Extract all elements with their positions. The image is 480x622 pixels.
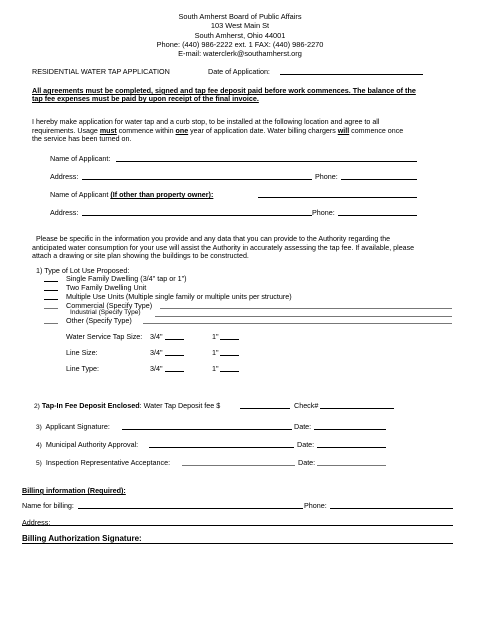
municipal-date-label: Date:: [297, 440, 315, 449]
inspection-date-label: Date:: [298, 458, 316, 467]
intro-one: one: [175, 126, 189, 135]
line-type-one-inch: 1": [212, 364, 219, 373]
tap-size-three-quarter: 3/4": [150, 332, 163, 341]
notice-part-1: All agreements must be completed, signed and tap fee deposit paid before work commences.: [32, 86, 351, 95]
municipal-number: 4): [36, 442, 42, 449]
lot-use-option: Other (Specify Type): [66, 316, 132, 325]
municipal-date-field[interactable]: [317, 447, 386, 448]
applicant-address-label: Address:: [50, 172, 79, 181]
deposit-fee-label: : Water Tap Deposit fee $: [139, 401, 221, 410]
owner-applicant-field[interactable]: [258, 197, 417, 198]
lot-use-checkbox[interactable]: [44, 308, 58, 309]
deposit-label: Tap-In Fee Deposit Enclosed: [41, 401, 140, 410]
applicant-address-field[interactable]: [82, 179, 312, 180]
applicant-name-field[interactable]: [116, 161, 417, 162]
date-of-application-label: Date of Application:: [208, 67, 270, 76]
letterhead: [0, 12, 480, 58]
applicant-name-label: Name of Applicant:: [50, 154, 111, 163]
intro-text: commence once: [349, 126, 404, 135]
applicant-signature-row: [36, 422, 110, 432]
line-size-label: Line Size:: [66, 348, 98, 357]
check-number-field[interactable]: [320, 408, 394, 409]
lot-use-option: Industrial (Specify Type): [70, 309, 141, 316]
inspection-date-field[interactable]: [317, 465, 386, 466]
line-type-three-quarter: 3/4": [150, 364, 163, 373]
intro-text: year of application date. Water billing chargers: [188, 126, 338, 135]
date-of-application-field[interactable]: [280, 74, 423, 75]
owner-address-label: Address:: [50, 208, 79, 217]
billing-phone-field[interactable]: [330, 508, 453, 509]
applicant-phone-label: Phone:: [315, 172, 338, 181]
instructions-line-1: Please be specific in the information you provide and any data that you can provide to the Authority regarding the: [36, 235, 391, 243]
org-city: South Amherst, Ohio 44001: [194, 30, 286, 40]
owner-applicant-label: [50, 190, 213, 199]
signature-number: 3): [36, 424, 42, 431]
intro-line-1: I hereby make application for water tap and a curb stop, to be installed at the following location and agree to all: [32, 118, 380, 126]
intro-must: must: [99, 126, 117, 135]
lot-use-checkbox[interactable]: [44, 290, 58, 291]
intro-line-3: the service has been turned on.: [32, 135, 132, 144]
instructions-paragraph: [32, 235, 462, 261]
deposit-number: 2): [34, 403, 40, 410]
inspection-acceptance-label: Inspection Representative Acceptance:: [45, 458, 171, 467]
lot-use-option: Commercial (Specify Type): [66, 301, 153, 310]
line-type-label: Line Type:: [66, 364, 100, 373]
inspection-number: 5): [36, 460, 42, 467]
intro-paragraph: [32, 118, 462, 144]
line-type-three-quarter-field[interactable]: [165, 371, 184, 372]
signature-date-label: Date:: [294, 422, 312, 431]
intro-will: will: [337, 126, 350, 135]
check-number-label: Check#: [294, 401, 319, 410]
lot-use-checkbox[interactable]: [44, 281, 58, 282]
municipal-approval-row: [36, 440, 138, 450]
tap-size-three-quarter-field[interactable]: [165, 339, 184, 340]
applicant-phone-field[interactable]: [341, 179, 417, 180]
lot-use-checkbox[interactable]: [44, 299, 58, 300]
intro-text: requirements. Usage: [32, 126, 100, 135]
intro-line-2: [32, 127, 462, 136]
municipal-approval-field[interactable]: [149, 447, 294, 448]
notice-part-3: tap fee expenses must be paid by upon receipt of the final invoice.: [32, 94, 259, 104]
lot-use-option: Two Family Dwelling Unit: [66, 283, 147, 292]
tap-size-label: Water Service Tap Size:: [66, 332, 143, 341]
owner-label-paren: (If other than property owner):: [110, 190, 214, 199]
line-size-three-quarter-field[interactable]: [165, 355, 184, 356]
notice-part-2: The balance of the: [350, 86, 416, 95]
owner-phone-field[interactable]: [338, 215, 417, 216]
billing-authorization-field[interactable]: [22, 543, 453, 544]
line-size-three-quarter: 3/4": [150, 348, 163, 357]
billing-phone-label: Phone:: [304, 501, 327, 510]
lot-use-option: Single Family Dwelling (3/4" tap or 1"): [66, 274, 187, 283]
line-size-one-inch-field[interactable]: [220, 355, 239, 356]
org-name: South Amherst Board of Public Affairs: [178, 12, 302, 21]
billing-address-label: Address:: [22, 518, 51, 527]
lot-use-checkbox[interactable]: [44, 323, 58, 324]
org-street: 103 West Main St: [210, 21, 270, 31]
inspection-acceptance-row: [36, 458, 170, 468]
billing-name-field[interactable]: [78, 508, 303, 509]
industrial-type-field[interactable]: [155, 316, 452, 317]
billing-heading: Billing information (Required):: [22, 486, 126, 495]
owner-label-text: Name of Applicant: [50, 190, 111, 199]
signature-date-field[interactable]: [314, 429, 386, 430]
billing-address-field[interactable]: [22, 525, 453, 526]
billing-authorization-label: Billing Authorization Signature:: [22, 534, 142, 543]
other-type-field[interactable]: [143, 323, 452, 324]
tap-size-one-inch: 1": [212, 332, 219, 341]
inspection-acceptance-field[interactable]: [182, 465, 295, 466]
lot-use-heading: 1) Type of Lot Use Proposed:: [36, 266, 130, 275]
owner-address-field[interactable]: [82, 215, 312, 216]
form-title: RESIDENTIAL WATER TAP APPLICATION: [32, 67, 170, 76]
org-email: E-mail: waterclerk@southamherst.org: [178, 49, 302, 59]
line-type-one-inch-field[interactable]: [220, 371, 239, 372]
commercial-type-field[interactable]: [160, 308, 452, 309]
line-size-one-inch: 1": [212, 348, 219, 357]
deposit-row: [34, 401, 220, 411]
org-phone-fax: Phone: (440) 986-2222 ext. 1 FAX: (440) 986-2270: [156, 39, 324, 49]
instructions-line-2: anticipated water consumption for your use will assist the Authority in accurately assessing the tap fee. If available, please: [32, 243, 415, 252]
applicant-signature-label: Applicant Signature:: [45, 422, 110, 431]
owner-phone-label: Phone:: [312, 208, 335, 217]
billing-name-label: Name for billing:: [22, 501, 74, 510]
intro-text: commence within: [116, 126, 176, 135]
municipal-approval-label: Municipal Authority Approval:: [45, 440, 139, 449]
tap-size-one-inch-field[interactable]: [220, 339, 239, 340]
payment-notice: [32, 87, 456, 104]
instructions-line-3: attach a drawing or site plan showing the buildings to be constructed.: [32, 252, 249, 261]
applicant-signature-field[interactable]: [122, 429, 292, 430]
deposit-fee-field[interactable]: [240, 408, 290, 409]
lot-use-option: Multiple Use Units (Multiple single family or multiple units per structure): [66, 292, 292, 301]
